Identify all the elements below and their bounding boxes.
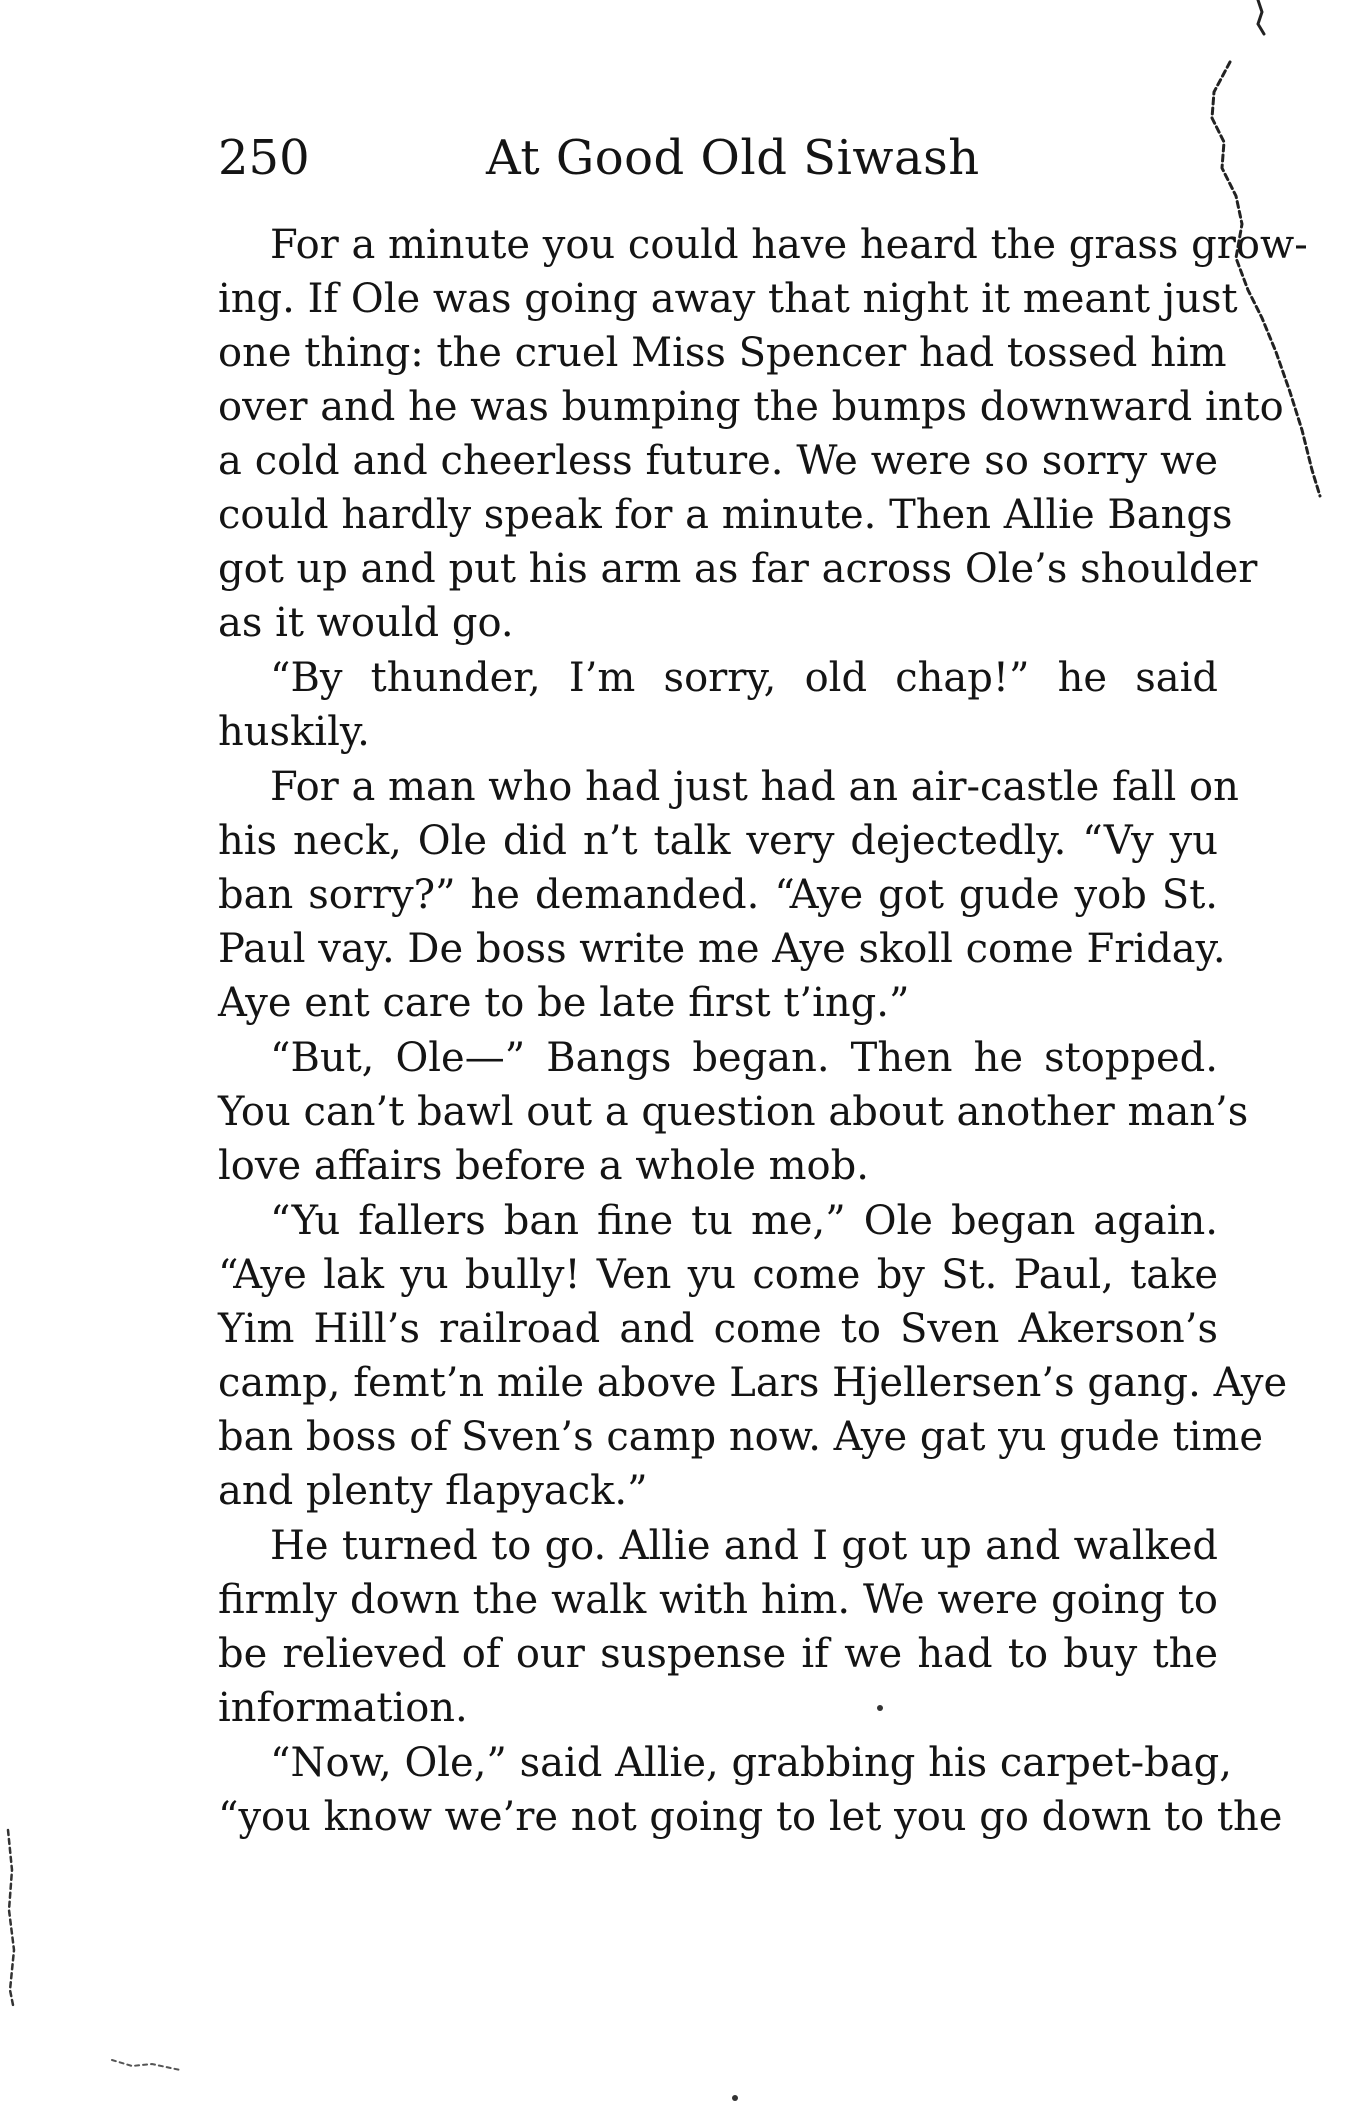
text-line: ban boss of Sven’s camp now. Aye gat yu gude time xyxy=(218,1414,1264,1460)
text-line: camp, femt’n mile above Lars Hjellersen’s gang. Aye xyxy=(218,1360,1288,1406)
text-line: “Now, Ole,” said Allie, grabbing his carpet-bag, xyxy=(270,1740,1232,1786)
text-line: “Aye lak yu bully! Ven yu come by St. Paul, take xyxy=(218,1252,1218,1298)
text-line: He turned to go. Allie and I got up and walked xyxy=(270,1523,1218,1569)
running-title: At Good Old Siwash xyxy=(486,130,980,186)
text-line: Aye ent care to be late first t’ing.” xyxy=(218,980,910,1026)
text-line: a cold and cheerless future. We were so sorry we xyxy=(218,438,1218,484)
text-line: over and he was bumping the bumps downward into xyxy=(218,384,1284,430)
text-line: For a man who had just had an air-castle fall on xyxy=(270,764,1239,810)
torn-edge-mark xyxy=(1258,0,1264,34)
text-line: be relieved of our suspense if we had to buy the xyxy=(218,1631,1218,1677)
text-line: as it would go. xyxy=(218,600,514,646)
torn-edge-mark xyxy=(1212,62,1320,496)
text-line: his neck, Ole did n’t talk very dejectedly. “Vy yu xyxy=(218,818,1218,864)
text-line: Paul vay. De boss write me Aye skoll come Friday. xyxy=(218,926,1226,972)
text-line: Yim Hill’s railroad and come to Sven Akerson’s xyxy=(218,1306,1218,1352)
text-line: and plenty flapyack.” xyxy=(218,1468,648,1514)
text-line: “But, Ole—” Bangs began. Then he stopped. xyxy=(270,1035,1218,1081)
text-line: one thing: the cruel Miss Spencer had tossed him xyxy=(218,330,1227,376)
text-line: You can’t bawl out a question about another man’s xyxy=(218,1089,1249,1135)
text-line: love affairs before a whole mob. xyxy=(218,1143,869,1189)
text-line: “you know we’re not going to let you go down to the xyxy=(218,1794,1283,1840)
ink-speck xyxy=(877,1705,883,1711)
torn-edge-mark xyxy=(112,2060,180,2070)
text-line: could hardly speak for a minute. Then Allie Bangs xyxy=(218,492,1233,538)
text-line: firmly down the walk with him. We were going to xyxy=(218,1577,1218,1623)
text-line: ing. If Ole was going away that night it meant just xyxy=(218,276,1238,322)
torn-edge-mark xyxy=(8,1830,14,2005)
text-line: information. xyxy=(218,1685,468,1731)
text-line: got up and put his arm as far across Ole’s shoulder xyxy=(218,546,1258,592)
ink-speck xyxy=(732,2095,738,2101)
text-line: ban sorry?” he demanded. “Aye got gude yob St. xyxy=(218,872,1218,918)
page-number: 250 xyxy=(218,130,310,186)
text-line: “Yu fallers ban fine tu me,” Ole began again. xyxy=(270,1198,1218,1244)
text-line: huskily. xyxy=(218,709,370,755)
text-line: “By thunder, I’m sorry, old chap!” he said xyxy=(270,655,1218,701)
text-line: For a minute you could have heard the grass grow- xyxy=(270,222,1308,268)
